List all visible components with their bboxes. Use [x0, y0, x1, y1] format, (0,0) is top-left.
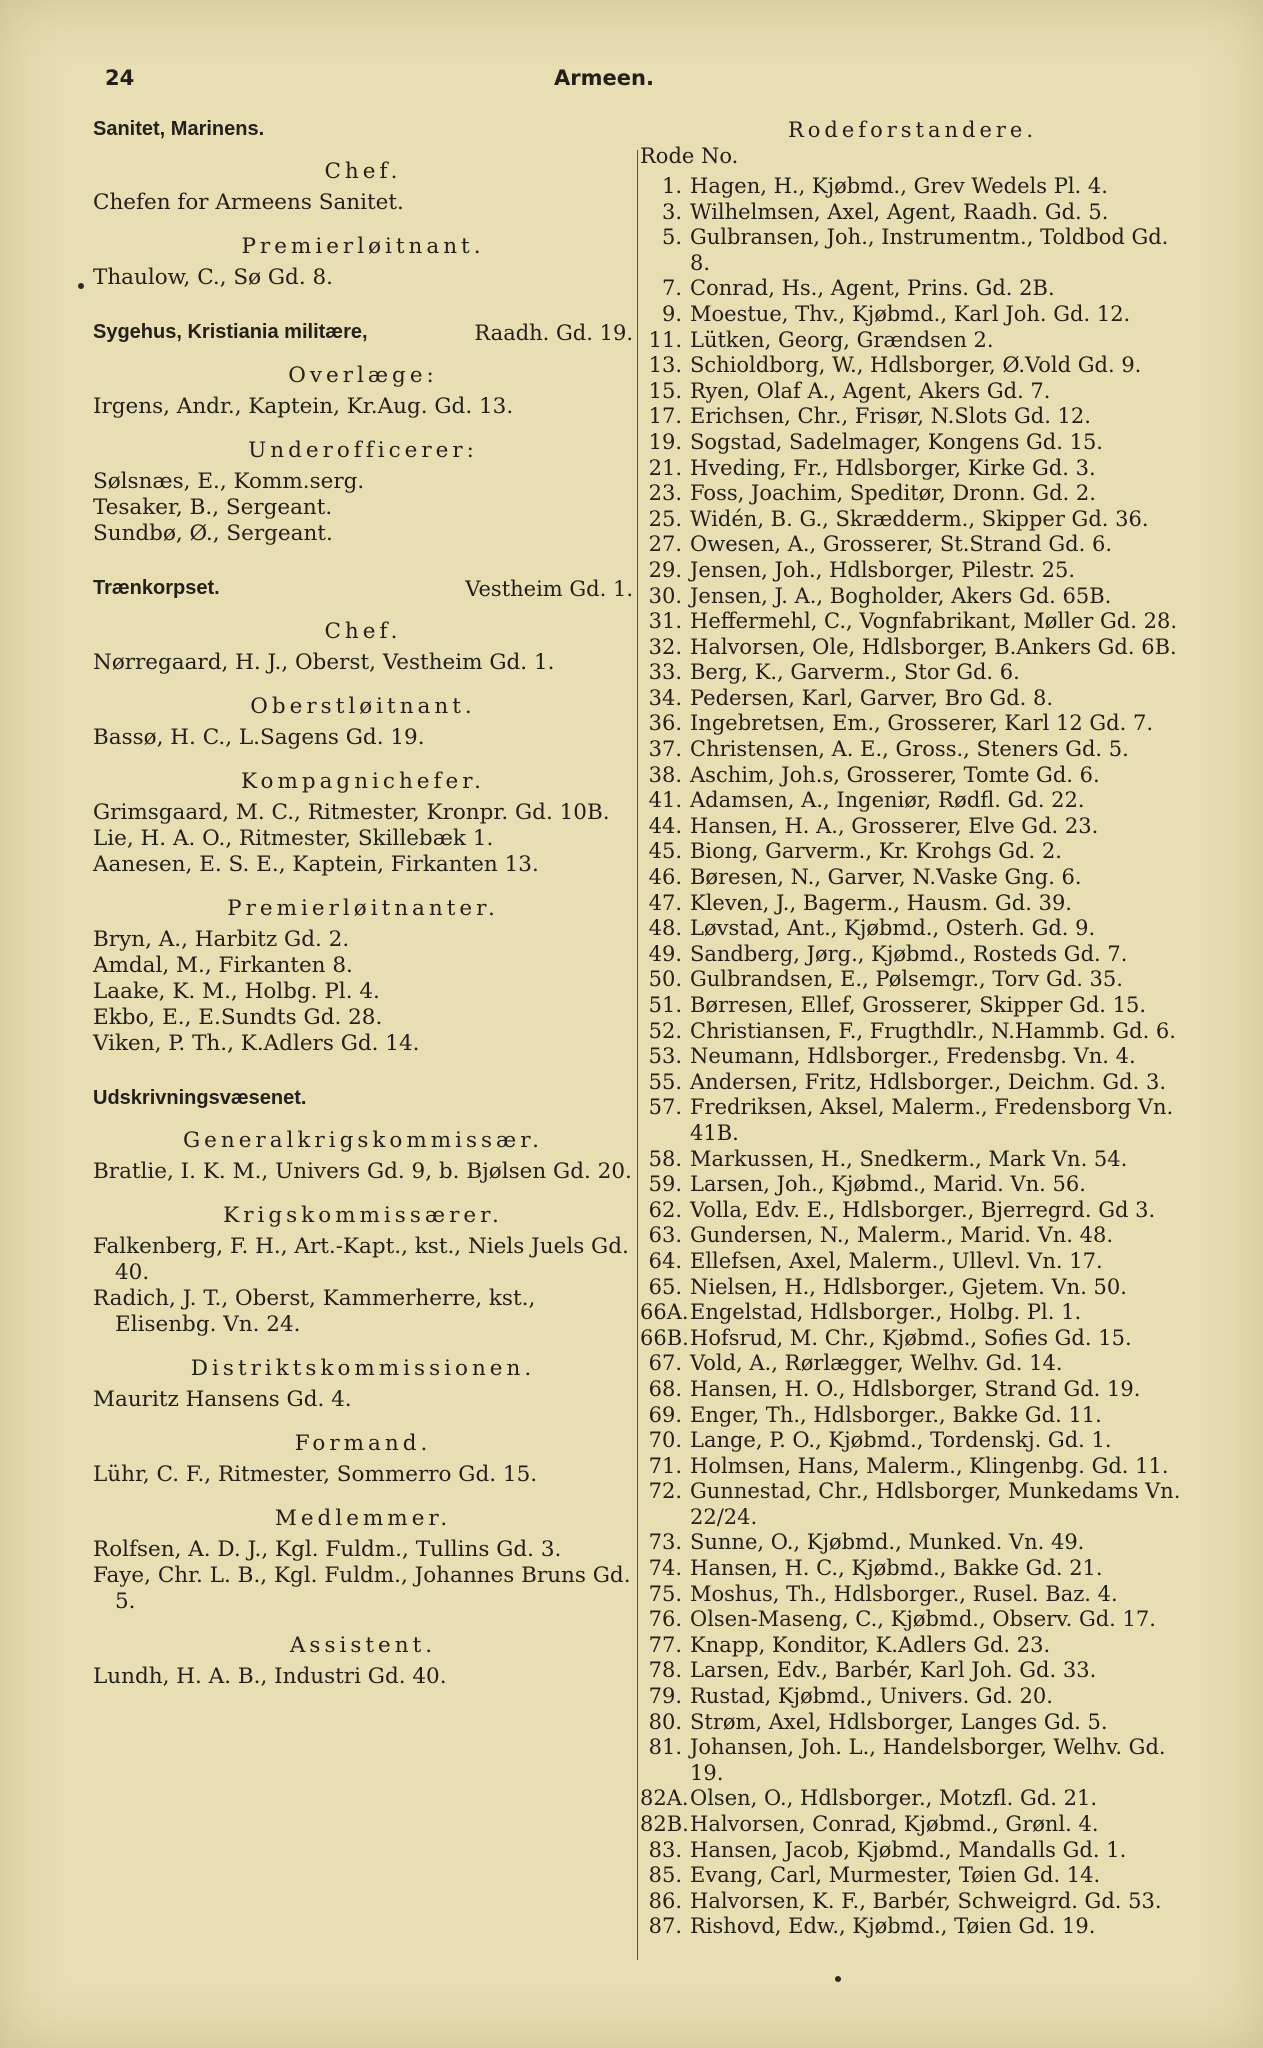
rode-number: 33.: [648, 660, 682, 685]
rode-number: 44.: [648, 813, 682, 838]
section-address: Vestheim Gd. 1.: [465, 577, 633, 601]
rode-number: 34.: [648, 685, 682, 710]
section-title: [93, 577, 633, 601]
rode-number: 65.: [648, 1274, 682, 1299]
rode-forstander: Børesen, N., Garver, N.Vaske Gng. 6.: [690, 865, 1082, 890]
person-entry: Nørregaard, H. J., Oberst, Vestheim Gd. 1.: [93, 650, 555, 675]
rode-number: 27.: [648, 532, 682, 557]
rode-list: [640, 174, 1185, 1940]
rode-forstander: Adamsen, A., Ingeniør, Rødfl. Gd. 22.: [690, 788, 1085, 813]
rode-number: 31.: [648, 609, 682, 634]
rode-number: 69.: [648, 1402, 682, 1427]
rode-row: [640, 967, 1185, 993]
rode-number: 57.: [648, 1095, 682, 1120]
rode-number: 30.: [648, 583, 682, 608]
rode-row: [640, 711, 1185, 737]
rode-row: [640, 814, 1185, 840]
rode-forstander: Christensen, A. E., Gross., Steners Gd. 5.: [690, 737, 1129, 762]
rode-number: 13.: [648, 353, 682, 378]
rode-forstander: Hofsrud, M. Chr., Kjøbmd., Sofies Gd. 15.: [690, 1325, 1132, 1350]
rode-forstander: Gunnestad, Chr., Hdlsborger, Munkedams Vn. 22/24.: [690, 1479, 1181, 1529]
rode-forstander: Vold, A., Rørlægger, Welhv. Gd. 14.: [690, 1351, 1063, 1376]
rode-row: [640, 635, 1185, 661]
rode-number: 50.: [648, 967, 682, 992]
rode-row: [640, 993, 1185, 1019]
rode-number: 32.: [648, 634, 682, 659]
rode-number: 38.: [648, 762, 682, 787]
rode-row: [640, 353, 1185, 379]
rode-forstander: Biong, Garverm., Kr. Krohgs Gd. 2.: [690, 839, 1062, 864]
rode-forstander: Larsen, Joh., Kjøbmd., Marid. Vn. 56.: [690, 1172, 1086, 1197]
rode-number: 7.: [661, 276, 682, 301]
rode-number: 48.: [648, 916, 682, 941]
rode-forstander: Markussen, H., Snedkerm., Mark Vn. 54.: [690, 1146, 1128, 1171]
rode-row: [640, 532, 1185, 558]
rode-forstander: Foss, Joachim, Speditør, Dronn. Gd. 2.: [690, 481, 1096, 506]
rode-row: [640, 302, 1185, 328]
rode-row: [640, 1198, 1185, 1224]
rode-row: [640, 891, 1185, 917]
rode-number: 15.: [648, 378, 682, 403]
rode-number: 75.: [648, 1581, 682, 1606]
rode-number: 62.: [648, 1197, 682, 1222]
rode-row: [640, 1351, 1185, 1377]
rode-row: [640, 507, 1185, 533]
rode-forstander: Hagen, H., Kjøbmd., Grev Wedels Pl. 4.: [690, 174, 1108, 198]
group-heading: Assistent.: [289, 1633, 437, 1658]
rode-number: 63.: [648, 1223, 682, 1248]
rode-number: 45.: [648, 839, 682, 864]
rode-forstander: Lütken, Georg, Grændsen 2.: [690, 327, 994, 352]
rode-forstander: Berg, K., Garverm., Stor Gd. 6.: [690, 660, 1020, 685]
rode-forstander: Neumann, Hdlsborger., Fredensbg. Vn. 4.: [690, 1044, 1136, 1069]
rode-row: [640, 404, 1185, 430]
rode-row: [640, 1863, 1185, 1889]
rode-row: [640, 686, 1185, 712]
rode-row: [640, 1172, 1185, 1198]
rode-forstander: Halvorsen, Conrad, Kjøbmd., Grønl. 4.: [690, 1812, 1099, 1836]
person-entry: Radich, J. T., Oberst, Kammerherre, kst., Elisenbg. Vn. 24.: [93, 1286, 536, 1337]
rode-row: [640, 1275, 1185, 1301]
rode-number: 83.: [648, 1837, 682, 1862]
rode-forstander: Andersen, Fritz, Hdlsborger., Deichm. Gd. 3.: [690, 1069, 1166, 1094]
rode-forstander: Hveding, Fr., Hdlsborger, Kirke Gd. 3.: [690, 455, 1096, 480]
page-title: Armeen.: [554, 66, 654, 90]
rode-row: [640, 1070, 1185, 1096]
rode-forstander: Hansen, H. O., Hdlsborger, Strand Gd. 19.: [690, 1376, 1141, 1401]
rode-forstander: Olsen-Maseng, C., Kjøbmd., Observ. Gd. 17.: [690, 1607, 1156, 1632]
rode-row: [640, 1403, 1185, 1429]
person-entry: Tesaker, B., Sergeant.: [93, 495, 333, 520]
group-heading: Kompagnichefer.: [241, 769, 485, 794]
rode-forstander: Børresen, Ellef, Grosserer, Skipper Gd. 15.: [690, 993, 1147, 1017]
rode-forstander: Nielsen, H., Hdlsborger., Gjetem. Vn. 50.: [690, 1274, 1127, 1299]
section-title: [93, 118, 633, 141]
rode-no-label: Rode No.: [640, 144, 739, 168]
ink-speck: [835, 1976, 841, 1982]
rode-forstander: Widén, B. G., Skrædderm., Skipper Gd. 36.: [690, 506, 1149, 531]
rode-forstander: Ingebretsen, Em., Grosserer, Karl 12 Gd. 7.: [690, 711, 1154, 736]
person-entry: Bratlie, I. K. M., Univers Gd. 9, b. Bjølsen Gd. 20.: [93, 1159, 632, 1184]
rode-forstander: Volla, Edv. E., Hdlsborger., Bjerregrd. Gd 3.: [690, 1197, 1156, 1222]
rode-number: 37.: [648, 737, 682, 762]
rode-forstander: Gulbransen, Joh., Instrumentm., Toldbod Gd. 8.: [690, 225, 1169, 275]
rode-row: [640, 1812, 1185, 1838]
person-entry: Ekbo, E., E.Sundts Gd. 28.: [93, 1005, 383, 1030]
rode-number: 55.: [648, 1069, 682, 1094]
rode-number: 46.: [648, 865, 682, 890]
rode-row: [640, 660, 1185, 686]
rodeforstandere-heading: Rodeforstandere.: [787, 118, 1038, 142]
group-heading: Overlæge:: [288, 363, 438, 388]
rode-row: [640, 1300, 1185, 1326]
rode-row: [640, 276, 1185, 302]
rode-row: [640, 609, 1185, 635]
rode-number: 82A.: [640, 1786, 689, 1811]
person-entry: Thaulow, C., Sø Gd. 8.: [93, 265, 334, 290]
rode-row: [640, 763, 1185, 789]
rode-forstander: Johansen, Joh. L., Handelsborger, Welhv. Gd. 19.: [690, 1735, 1166, 1785]
rode-number: 17.: [648, 404, 682, 429]
rode-number: 5.: [661, 225, 682, 250]
rode-number: 49.: [648, 941, 682, 966]
rode-row: [640, 1428, 1185, 1454]
right-column: [640, 118, 1185, 1940]
rode-number: 66A.: [640, 1300, 689, 1325]
group-heading: Chef.: [324, 159, 402, 184]
section-name: Sygehus, Kristiania militære,: [93, 321, 368, 343]
section-name: Sanitet, Marinens.: [93, 118, 265, 140]
rode-forstander: Christiansen, F., Frugthdlr., N.Hammb. Gd. 6.: [690, 1018, 1176, 1043]
rode-row: [640, 1735, 1185, 1786]
rode-number: 41.: [648, 788, 682, 813]
person-entry: Mauritz Hansens Gd. 4.: [93, 1387, 352, 1412]
rode-forstander: Wilhelmsen, Axel, Agent, Raadh. Gd. 5.: [690, 199, 1109, 224]
rode-number: 23.: [648, 481, 682, 506]
rode-row: [640, 1556, 1185, 1582]
rode-forstander: Jensen, Joh., Hdlsborger, Pilestr. 25.: [690, 557, 1076, 582]
rode-forstander: Owesen, A., Grosserer, St.Strand Gd. 6.: [690, 532, 1113, 557]
section-name: Trænkorpset.: [93, 577, 220, 599]
rode-forstander: Hansen, Jacob, Kjøbmd., Mandalls Gd. 1.: [690, 1837, 1127, 1862]
person-entry: Falkenberg, F. H., Art.-Kapt., kst., Niels Juels Gd. 40.: [93, 1234, 629, 1285]
rode-number: 70.: [648, 1428, 682, 1453]
group-heading: Chef.: [324, 619, 402, 644]
column-rule: [637, 150, 638, 1960]
group-heading: Oberstløitnant.: [250, 694, 476, 719]
ink-speck: [78, 283, 84, 289]
rode-number: 73.: [648, 1530, 682, 1555]
rode-forstander: Strøm, Axel, Hdlsborger, Langes Gd. 5.: [690, 1709, 1108, 1734]
rode-row: [640, 328, 1185, 354]
rode-number: 19.: [648, 429, 682, 454]
group-heading: Generalkrigskommissær.: [182, 1128, 544, 1153]
rode-number: 82B.: [640, 1812, 689, 1836]
rode-forstander: Kleven, J., Bagerm., Hausm. Gd. 39.: [690, 890, 1072, 915]
rode-row: [640, 1838, 1185, 1864]
rode-row: [640, 225, 1185, 276]
rode-row: [640, 1479, 1185, 1530]
page-header: [105, 66, 1103, 96]
rode-row: [640, 1044, 1185, 1070]
group-heading: Underofficerer:: [248, 438, 478, 463]
rode-forstander: Enger, Th., Hdlsborger., Bakke Gd. 11.: [690, 1402, 1102, 1427]
person-entry: Grimsgaard, M. C., Ritmester, Kronpr. Gd. 10B.: [93, 800, 610, 825]
rode-number: 1.: [661, 174, 682, 198]
rode-forstander: Rustad, Kjøbmd., Univers. Gd. 20.: [690, 1684, 1053, 1709]
rode-forstander: Gundersen, N., Malerm., Marid. Vn. 48.: [690, 1223, 1114, 1248]
rode-row: [640, 1530, 1185, 1556]
rode-row: [640, 1684, 1185, 1710]
rode-row: [640, 1377, 1185, 1403]
rode-forstander: Løvstad, Ant., Kjøbmd., Osterh. Gd. 9.: [690, 916, 1096, 941]
person-entry: Bryn, A., Harbitz Gd. 2.: [93, 927, 350, 952]
rode-row: [640, 200, 1185, 226]
rode-forstander: Knapp, Konditor, K.Adlers Gd. 23.: [690, 1632, 1051, 1657]
rode-number: 67.: [648, 1351, 682, 1376]
rode-row: [640, 1147, 1185, 1173]
rode-forstander: Schioldborg, W., Hdlsborger, Ø.Vold Gd. 9.: [690, 353, 1142, 378]
group-heading: Medlemmer.: [274, 1506, 452, 1531]
rode-forstander: Fredriksen, Aksel, Malerm., Fredensborg Vn. 41B.: [690, 1095, 1174, 1145]
rode-number: 76.: [648, 1607, 682, 1632]
rode-row: [640, 1786, 1185, 1812]
rode-row: [640, 1326, 1185, 1352]
rode-number: 72.: [648, 1479, 682, 1504]
rode-row: [640, 916, 1185, 942]
person-entry: Sølsnæs, E., Komm.serg.: [93, 469, 365, 494]
rode-forstander: Ryen, Olaf A., Agent, Akers Gd. 7.: [690, 378, 1051, 403]
group-heading: Distriktskommissionen.: [190, 1356, 536, 1381]
rode-forstander: Pedersen, Karl, Garver, Bro Gd. 8.: [690, 685, 1054, 710]
rode-number: 85.: [648, 1863, 682, 1888]
rode-number: 74.: [648, 1556, 682, 1581]
rode-forstander: Halvorsen, K. F., Barbér, Schweigrd. Gd. 53.: [690, 1888, 1162, 1913]
person-entry: Bassø, H. C., L.Sagens Gd. 19.: [93, 725, 425, 750]
rode-forstander: Olsen, O., Hdlsborger., Motzfl. Gd. 21.: [690, 1786, 1097, 1811]
group-heading: Formand.: [294, 1431, 432, 1456]
rode-number: 25.: [648, 506, 682, 531]
rode-forstander: Sunne, O., Kjøbmd., Munked. Vn. 49.: [690, 1530, 1085, 1555]
rode-number: 79.: [648, 1684, 682, 1709]
rode-row: [640, 430, 1185, 456]
rode-forstander: Rishovd, Edw., Kjøbmd., Tøien Gd. 19.: [690, 1914, 1096, 1939]
rode-number: 9.: [661, 301, 682, 326]
rode-row: [640, 1223, 1185, 1249]
rode-number: 51.: [648, 993, 682, 1017]
rode-row: [640, 865, 1185, 891]
rode-row: [640, 379, 1185, 405]
person-entry: Sundbø, Ø., Sergeant.: [93, 521, 333, 546]
rode-row: [640, 558, 1185, 584]
rode-number: 68.: [648, 1376, 682, 1401]
person-entry: Viken, P. Th., K.Adlers Gd. 14.: [93, 1031, 420, 1056]
rode-row: [640, 737, 1185, 763]
rode-forstander: Conrad, Hs., Agent, Prins. Gd. 2B.: [690, 276, 1055, 301]
rode-row: [640, 1095, 1185, 1146]
rode-number: 47.: [648, 890, 682, 915]
rode-number: 3.: [661, 199, 682, 224]
rode-row: [640, 1710, 1185, 1736]
rode-number: 21.: [648, 455, 682, 480]
rode-number: 11.: [648, 327, 682, 352]
rode-number: 80.: [648, 1709, 682, 1734]
rode-number: 58.: [648, 1146, 682, 1171]
rode-forstander: Moshus, Th., Hdlsborger., Rusel. Baz. 4.: [690, 1581, 1118, 1606]
group-heading: Premierløitnant.: [241, 234, 485, 259]
rode-row: [640, 942, 1185, 968]
person-entry: Amdal, M., Firkanten 8.: [93, 953, 353, 978]
rode-forstander: Jensen, J. A., Bogholder, Akers Gd. 65B.: [690, 583, 1112, 608]
rode-forstander: Hansen, H. A., Grosserer, Elve Gd. 23.: [690, 813, 1099, 838]
rode-number: 53.: [648, 1044, 682, 1069]
rode-forstander: Sogstad, Sadelmager, Kongens Gd. 15.: [690, 429, 1103, 454]
person-entry: Irgens, Andr., Kaptein, Kr.Aug. Gd. 13.: [93, 394, 514, 419]
rode-forstander: Erichsen, Chr., Frisør, N.Slots Gd. 12.: [690, 404, 1091, 429]
rode-forstander: Larsen, Edv., Barbér, Karl Joh. Gd. 33.: [690, 1658, 1097, 1683]
group-heading: Premierløitnanter.: [227, 896, 499, 921]
rode-row: [640, 1633, 1185, 1659]
rode-number: 87.: [648, 1914, 682, 1939]
rode-row: [640, 1914, 1185, 1940]
section-title: [93, 1087, 633, 1110]
rode-row: [640, 1454, 1185, 1480]
person-entry: Lundh, H. A. B., Industri Gd. 40.: [93, 1664, 447, 1689]
rode-forstander: Evang, Carl, Murmester, Tøien Gd. 14.: [690, 1863, 1101, 1888]
rode-number: 78.: [648, 1658, 682, 1683]
rode-number: 71.: [648, 1453, 682, 1478]
rode-forstander: Sandberg, Jørg., Kjøbmd., Rosteds Gd. 7.: [690, 941, 1128, 966]
rode-forstander: Aschim, Joh.s, Grosserer, Tomte Gd. 6.: [690, 762, 1100, 787]
left-column: [93, 118, 633, 1690]
rode-row: [640, 1658, 1185, 1684]
rode-row: [640, 839, 1185, 865]
person-entry: Lie, H. A. O., Ritmester, Skillebæk 1.: [93, 826, 494, 851]
rode-row: [640, 788, 1185, 814]
rode-number: 64.: [648, 1248, 682, 1273]
rode-number: 81.: [648, 1735, 682, 1760]
person-entry: Rolfsen, A. D. J., Kgl. Fuldm., Tullins Gd. 3.: [93, 1537, 562, 1562]
rode-row: [640, 584, 1185, 610]
section-title: [93, 321, 633, 345]
rode-forstander: Holmsen, Hans, Malerm., Klingenbg. Gd. 11.: [690, 1453, 1169, 1478]
rode-row: [640, 1019, 1185, 1045]
rode-row: [640, 174, 1185, 200]
rode-row: [640, 1607, 1185, 1633]
rode-forstander: Engelstad, Hdlsborger., Holbg. Pl. 1.: [690, 1300, 1082, 1325]
rode-forstander: Lange, P. O., Kjøbmd., Tordenskj. Gd. 1.: [690, 1428, 1112, 1453]
rode-forstander: Halvorsen, Ole, Hdlsborger, B.Ankers Gd. 6B.: [690, 634, 1177, 659]
rode-number: 29.: [648, 557, 682, 582]
person-entry: Aanesen, E. S. E., Kaptein, Firkanten 13.: [93, 852, 539, 877]
rode-forstander: Ellefsen, Axel, Malerm., Ullevl. Vn. 17.: [690, 1248, 1103, 1273]
rode-number: 36.: [648, 711, 682, 736]
rode-forstander: Heffermehl, C., Vognfabrikant, Møller Gd. 28.: [690, 609, 1177, 634]
section-address: Raadh. Gd. 19.: [474, 321, 633, 345]
rode-row: [640, 456, 1185, 482]
rode-row: [640, 1249, 1185, 1275]
person-entry: Lühr, C. F., Ritmester, Sommerro Gd. 15.: [93, 1462, 538, 1487]
rode-number: 66B.: [640, 1325, 689, 1350]
rode-row: [640, 1582, 1185, 1608]
rode-row: [640, 481, 1185, 507]
section-name: Udskrivningsvæsenet.: [93, 1087, 307, 1109]
rode-number: 77.: [648, 1632, 682, 1657]
rode-number: 52.: [648, 1018, 682, 1043]
rode-number: 59.: [648, 1172, 682, 1197]
rode-forstander: Moestue, Thv., Kjøbmd., Karl Joh. Gd. 12.: [690, 301, 1131, 326]
rode-forstander: Hansen, H. C., Kjøbmd., Bakke Gd. 21.: [690, 1556, 1103, 1581]
rode-row: [640, 1889, 1185, 1915]
person-entry: Laake, K. M., Holbg. Pl. 4.: [93, 979, 380, 1004]
rode-number: 86.: [648, 1888, 682, 1913]
page-number: 24: [105, 66, 135, 90]
person-entry: Faye, Chr. L. B., Kgl. Fuldm., Johannes Bruns Gd. 5.: [93, 1563, 631, 1614]
group-heading: Krigskommissærer.: [223, 1203, 503, 1228]
rode-forstander: Gulbrandsen, E., Pølsemgr., Torv Gd. 35.: [690, 967, 1123, 992]
person-entry: Chefen for Armeens Sanitet.: [93, 190, 404, 215]
